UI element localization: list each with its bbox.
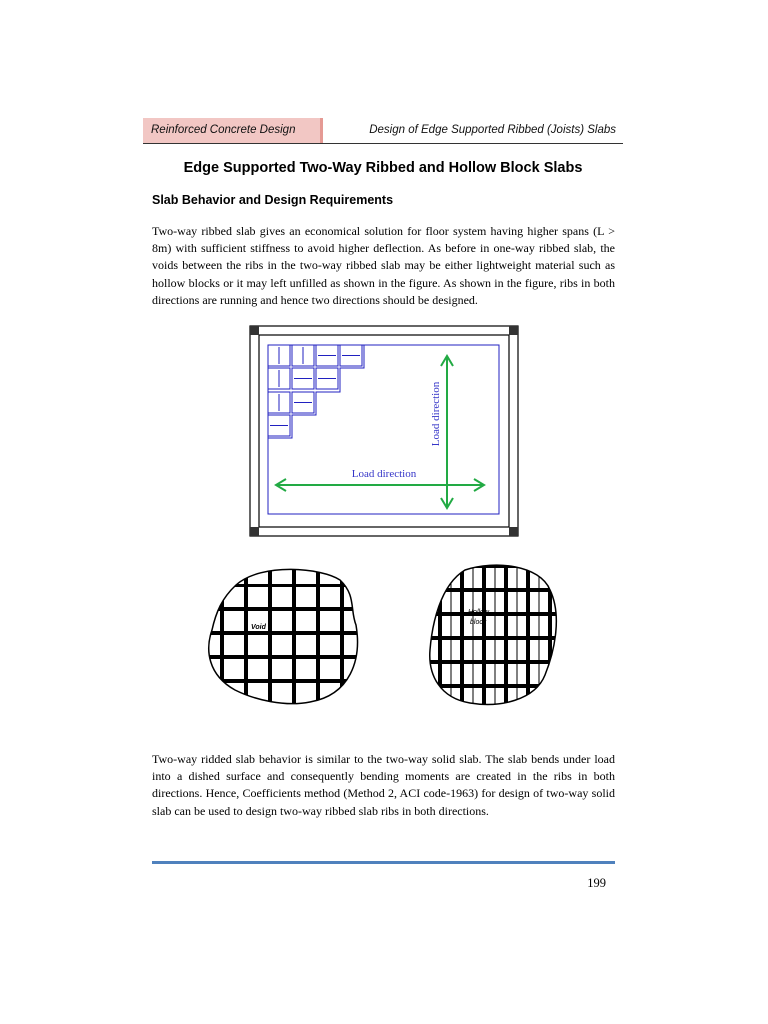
header-right-title: Design of Edge Supported Ribbed (Joists) Slabs [369,124,616,136]
header-left-title: Reinforced Concrete Design [143,118,323,143]
column-top-right [509,326,518,335]
column-bottom-right [509,527,518,536]
ribbed-slab-void-detail [200,560,370,720]
page-number: 199 [587,876,606,890]
load-direction-horizontal-label: Load direction [351,468,417,480]
paragraph-intro: Two-way ribbed slab gives an economical solution for floor system having higher spans (L > 8m) with sufficient stiffness to avoid higher deflection. As before in one-way ribbed slab, the voids between the ribs in the two-way ribbed slab may be either lightweight material such as hollow blocks or it may left unfilled as shown in the figure. As shown in the figure, ribs in both directions are running and hence two directions should be designed. [152,224,615,307]
paragraph-behavior: Two-way ridded slab behavior is similar to the two-way solid slab. The slab bends under load into a dished surface and consequently bending moments are created in the ribs in both directions. Hence, Coefficients method (Method 2, ACI code-1963) for design of two-way solid slab can be used to design two-way ribbed slab ribs in both directions. [152,752,615,818]
slab-plan-diagram [250,326,518,536]
void-label: Void [251,624,266,631]
page-title: Edge Supported Two-Way Ribbed and Hollow Block Slabs [183,160,583,176]
hollow-block-slab-detail [420,555,570,715]
column-bottom-left [250,527,259,536]
load-direction-vertical-label: Load direction [430,381,442,447]
section-heading: Slab Behavior and Design Requirements [152,193,394,207]
hollow-label-line1: Hollow [468,609,490,616]
column-top-left [250,326,259,335]
hollow-label-line2: block [470,619,487,626]
footer-rule [152,861,615,864]
